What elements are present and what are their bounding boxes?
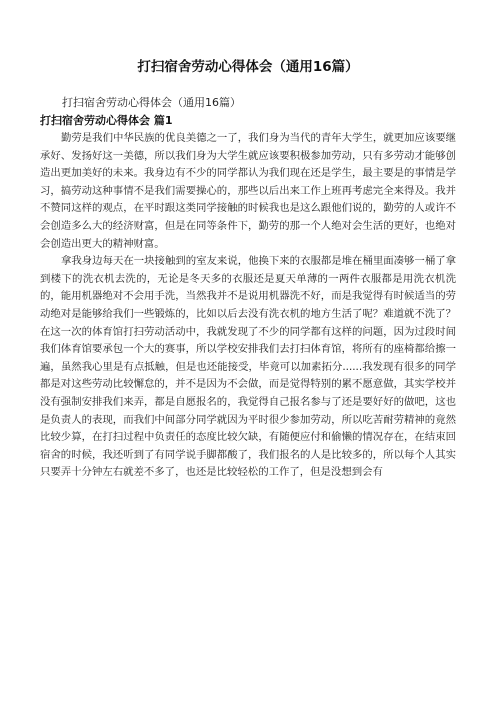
section-heading: 打扫宿舍劳动心得体会 篇1 — [40, 114, 173, 127]
body-paragraph-1: 勤劳是我们中华民族的优良美德之一了，我们身为当代的青年大学生，就更加应该要继承好、发扬好这一美德，所以我们身为大学生就应该要积极参加劳动，只有多劳动才能够创造出更加美好的未来。我身边有不少的同学都认为我们现在还是学生，最主要是的事情是学习，搞劳动这种事情不是我们需要操心的，那些以后出来工作上班再考虑完全来得及。我并不赞同这样的观点，在平时跟这类同学接触的时候我也是这么跟他们说的，勤劳的人或许不会创造多么大的经济财富，但是在同等条件下，勤劳的那一个人绝对会生活的更好，也绝对会创造出更大的精神财富。 — [40, 132, 456, 250]
document-title: 打扫宿舍劳动心得体会（通用16篇） — [137, 59, 359, 75]
body-paragraph-2: 拿我身边每天在一块接触到的室友来说，他换下来的衣服都是堆在桶里面凑够一桶了拿到楼下的洗衣机去洗的，无论是冬天多的衣服还是夏天单薄的一两件衣服都是用洗衣机洗的，能用机器绝对不会用手洗，当然我并不是说用机器洗不好，而是我觉得有时候适当的劳动绝对是能够给我们一些锻炼的，比如以后去没有洗衣机的地方生活了呢？难道就不洗了？在这一次的体育馆打扫劳动活动中，我就发现了不少的同学都有这样的问题，因为过段时间我们体育馆要承包一个大的赛事，所以学校安排我们去打扫体育馆，将所有的座椅都给擦一遍，虽然我心里是有点抵触，但是也还能接受，毕竟可以加素拓分......我发现有很多的同学都是对这些劳动比较懈怠的，并不是因为不会做，而是觉得特别的累不愿意做，其实学校并没有强制安排我们来弄，都是自愿报名的，我觉得自己报名参与了还是要好好的做吧，这也是负责人的表现，而我们中间部分同学就因为平时很少参加劳动，所以吃苦耐劳精神的竟然比较少算，在打扫过程中负责任的态度比较欠缺，有随便应付和偷懒的情况存在，在结束回宿舍的时候，我还听到了有同学说手脚都酸了，我们报名的人是比较多的，所以每个人其实只要弄十分钟左右就差不多了，也还是比较轻松的工作了，但是没想到会有 — [40, 255, 456, 479]
document-subtitle: 打扫宿舍劳动心得体会（通用16篇） — [62, 96, 241, 109]
